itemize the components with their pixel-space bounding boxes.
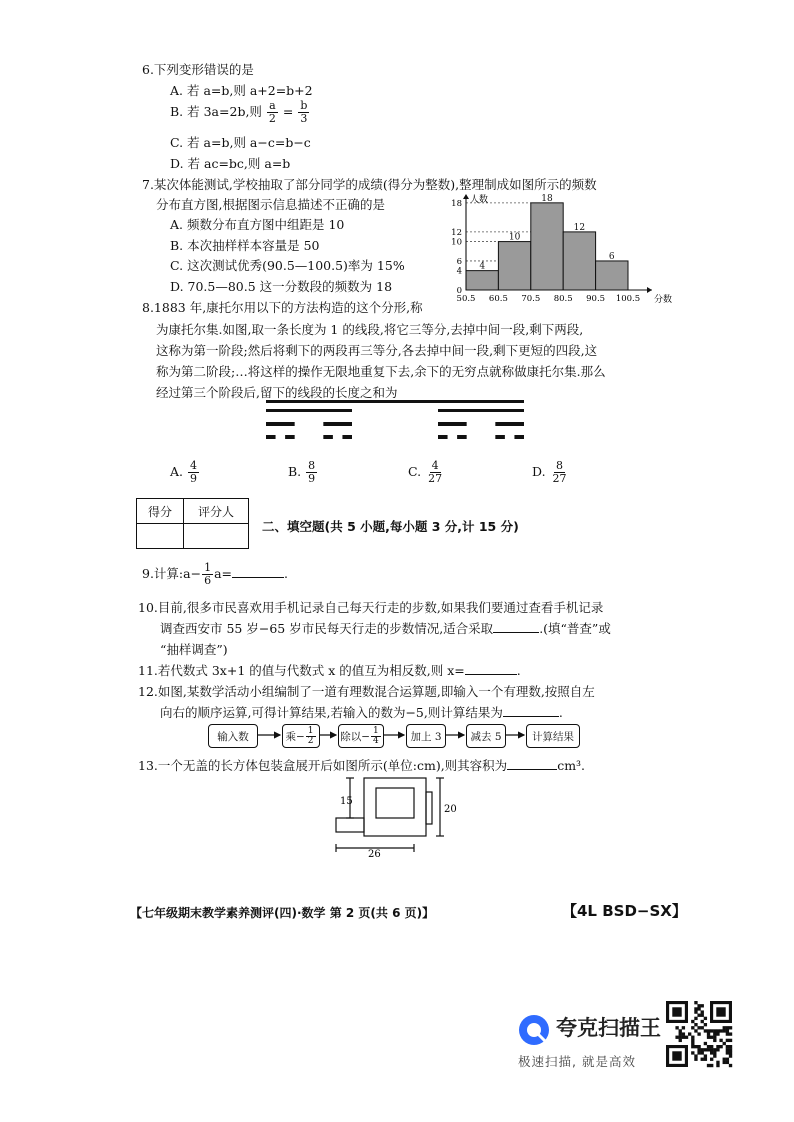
fraction: $\frac{4}{27}$: [428, 459, 443, 485]
x-tick-label: 90.5: [586, 294, 606, 304]
y-tick-label: 10: [451, 237, 462, 248]
cantor-segment-stage-2: [266, 422, 295, 426]
bar-value-label: 4: [479, 261, 486, 272]
histogram-bar: [531, 203, 563, 290]
bar-value-label: 10: [508, 232, 521, 243]
fraction: $\frac{8}{9}$: [308, 459, 316, 485]
q6-option-d: D. 若 ac=bc,则 a=b: [170, 156, 291, 171]
y-tick-label: 18: [451, 198, 462, 209]
x-tick-label: 80.5: [553, 294, 573, 304]
cantor-segment-stage-2: [438, 422, 467, 426]
y-tick-label: 0: [456, 286, 462, 296]
q8-line4: 称为第二阶段;…将这样的操作无限地重复下去,余下的无穷点就称做康托尔集.那么: [156, 364, 606, 379]
fraction: $\frac{a}{2}$: [268, 99, 276, 125]
cantor-segment-stage-1: [266, 409, 352, 412]
flow-divide-box: 除以− $\frac{1}{4}$: [338, 724, 384, 748]
q8-line2: 为康托尔集.如图,取一条长度为 1 的线段,将它三等分,去掉中间一段,剩下两段,: [156, 322, 584, 337]
fraction: $\frac{8}{27}$: [552, 459, 567, 485]
y-tick-label: 6: [456, 256, 462, 267]
q6-option-b-text: B. 若 3a=2b,则: [170, 104, 262, 119]
histogram-bar: [596, 261, 628, 290]
flow-input-box: 输入数: [208, 724, 258, 748]
q11: 11.若代数式 3x+1 的值与代数式 x 的值互为相反数,则 x= .: [138, 663, 521, 678]
cantor-segment-stage-3: [342, 435, 352, 439]
score-table: [136, 498, 249, 549]
q7-option-c: C. 这次测试优秀(90.5—100.5)率为 15%: [170, 258, 405, 273]
x-tick-label: 70.5: [521, 294, 541, 304]
brand-name: 夸克扫描王: [556, 1016, 661, 1040]
histogram-bar: [563, 232, 595, 290]
q8-line5: 经过第三个阶段后,留下的线段的长度之和为: [156, 385, 398, 400]
score-header: 得分: [137, 499, 184, 524]
q12-line1: 12.如图,某数学活动小组编制了一道有理数混合运算题,即输入一个有理数,按照自左: [138, 684, 595, 699]
dim-label-15: 15: [340, 796, 353, 807]
cantor-segments: [266, 400, 524, 439]
x-tick-label: 60.5: [488, 294, 508, 304]
cantor-segment-stage-2: [495, 422, 524, 426]
q9-answer-blank[interactable]: [232, 565, 284, 578]
score-cell[interactable]: [137, 524, 184, 549]
q8-option-c: C. $\frac{4}{27}$: [408, 459, 443, 485]
q7-option-b: B. 本次抽样样本容量是 50: [170, 238, 320, 253]
flow-add-box: 加上 3: [406, 724, 446, 748]
q12-line2: 向右的顺序运算,可得计算结果,若输入的数为−5,则计算结果为 .: [160, 705, 563, 720]
y-axis-label: 人数: [470, 195, 489, 205]
cantor-set-figure: [264, 398, 526, 450]
cantor-segment-stage-1: [438, 409, 524, 412]
q6-option-b: B. 若 3a=2b,则 $\frac{a}{2}$ = $\frac{b}{3}$: [170, 99, 308, 125]
bar-value-label: 18: [541, 193, 553, 204]
box-inner-face: [376, 788, 414, 818]
x-tick-label: 50.5: [456, 294, 476, 304]
section-title: 二、填空题(共 5 小题,每小题 3 分,计 15 分): [262, 519, 519, 534]
q6-stem: 6.下列变形错误的是: [142, 62, 254, 77]
x-tick-label: 100.5: [615, 294, 641, 304]
q10-line2: 调查西安市 55 岁−65 岁市民每天行走的步数情况,适合采取 .(填“普查”或: [160, 621, 611, 636]
flow-subtract-box: 减去 5: [466, 724, 506, 748]
footer-code: 【4L BSD−SX】: [562, 902, 687, 920]
quark-logo-icon: [516, 1012, 552, 1048]
q7-line2: 分布直方图,根据图示信息描述不正确的是: [156, 197, 385, 212]
q10-line3: “抽样调查”): [160, 642, 228, 657]
q7-option-d: D. 70.5—80.5 这一分数段的频数为 18: [170, 279, 393, 294]
x-axis-label: 分数: [654, 295, 673, 305]
q12-answer-blank[interactable]: [503, 704, 559, 717]
x-axis-arrow: [647, 287, 652, 293]
q11-answer-blank[interactable]: [465, 662, 517, 675]
cantor-segment-stage-3: [514, 435, 524, 439]
flow-multiply-box: 乘− $\frac{1}{2}$: [282, 724, 320, 748]
q10-line1: 10.目前,很多市民喜欢用手机记录自己每天行走的步数,如果我们要通过查看手机记录: [138, 600, 604, 615]
box-net-figure: [328, 774, 458, 858]
q13: 13.一个无盖的长方体包装盒展开后如图所示(单位:cm),则其容积为 cm³.: [138, 758, 586, 773]
q8-option-a: A. $\frac{4}{9}$: [170, 459, 197, 485]
dim-label-26: 26: [368, 849, 381, 860]
q10-answer-blank[interactable]: [493, 620, 539, 633]
box-left-flap: [336, 818, 364, 832]
fraction: $\frac{4}{9}$: [190, 459, 197, 485]
grader-header: 评分人: [184, 499, 249, 524]
y-tick-label: 4: [456, 266, 462, 277]
fraction: $\frac{b}{3}$: [300, 99, 308, 125]
cantor-segment-stage-3: [495, 435, 505, 439]
cantor-segment-stage-3: [285, 435, 295, 439]
box-side-flap: [426, 792, 432, 824]
q9: 9.计算:a− $\frac{1}{6}$ a= .: [142, 561, 288, 587]
dim-label-20: 20: [444, 804, 457, 815]
bar-value-label: 6: [608, 251, 615, 262]
q7-line1: 7.某次体能测试,学校抽取了部分同学的成绩(得分为整数),整理制成如图所示的频数: [142, 177, 597, 192]
cantor-segment-stage-3: [323, 435, 333, 439]
q6-option-c: C. 若 a=b,则 a−c=b−c: [170, 135, 311, 150]
brand-slogan: 极速扫描, 就是高效: [518, 1054, 636, 1069]
q13-answer-blank[interactable]: [507, 757, 557, 770]
flow-result-box: 计算结果: [526, 724, 580, 748]
bar-value-label: 12: [573, 222, 586, 233]
y-axis-arrow: [463, 194, 469, 199]
q8-line3: 这称为第一阶段;然后将剩下的两段再三等分,各去掉中间一段,剩下更短的四段,这: [156, 343, 598, 358]
grader-cell[interactable]: [184, 524, 249, 549]
histogram-bar: [498, 242, 530, 290]
qr-code-icon: [666, 1001, 732, 1067]
q8-line1: 8.1883 年,康托尔用以下的方法构造的这个分形,称: [142, 300, 423, 315]
fraction: $\frac{1}{4}$: [373, 725, 379, 746]
fraction: $\frac{1}{2}$: [307, 725, 314, 746]
cantor-segment-stage-3: [266, 435, 276, 439]
q8-option-b: B. $\frac{8}{9}$: [288, 459, 316, 485]
q7-option-a: A. 频数分布直方图中组距是 10: [170, 217, 345, 232]
footer-page-info: 【七年级期末教学素养测评(四)·数学 第 2 页(共 6 页)】: [130, 906, 435, 920]
box-base-face: [364, 778, 426, 836]
cantor-segment-stage-3: [438, 435, 448, 439]
fraction: $\frac{1}{6}$: [204, 561, 212, 587]
flow-chart: [208, 724, 588, 752]
q6-option-a: A. 若 a=b,则 a+2=b+2: [170, 83, 313, 98]
cantor-segment-stage-2: [323, 422, 352, 426]
q8-option-d: D. $\frac{8}{27}$: [532, 459, 567, 485]
cantor-segment-stage-0: [266, 400, 524, 403]
cantor-segment-stage-3: [457, 435, 467, 439]
histogram-plot: [451, 193, 672, 305]
histogram-bar: [466, 271, 498, 290]
y-tick-label: 12: [451, 227, 462, 238]
histogram-chart: [438, 190, 673, 305]
